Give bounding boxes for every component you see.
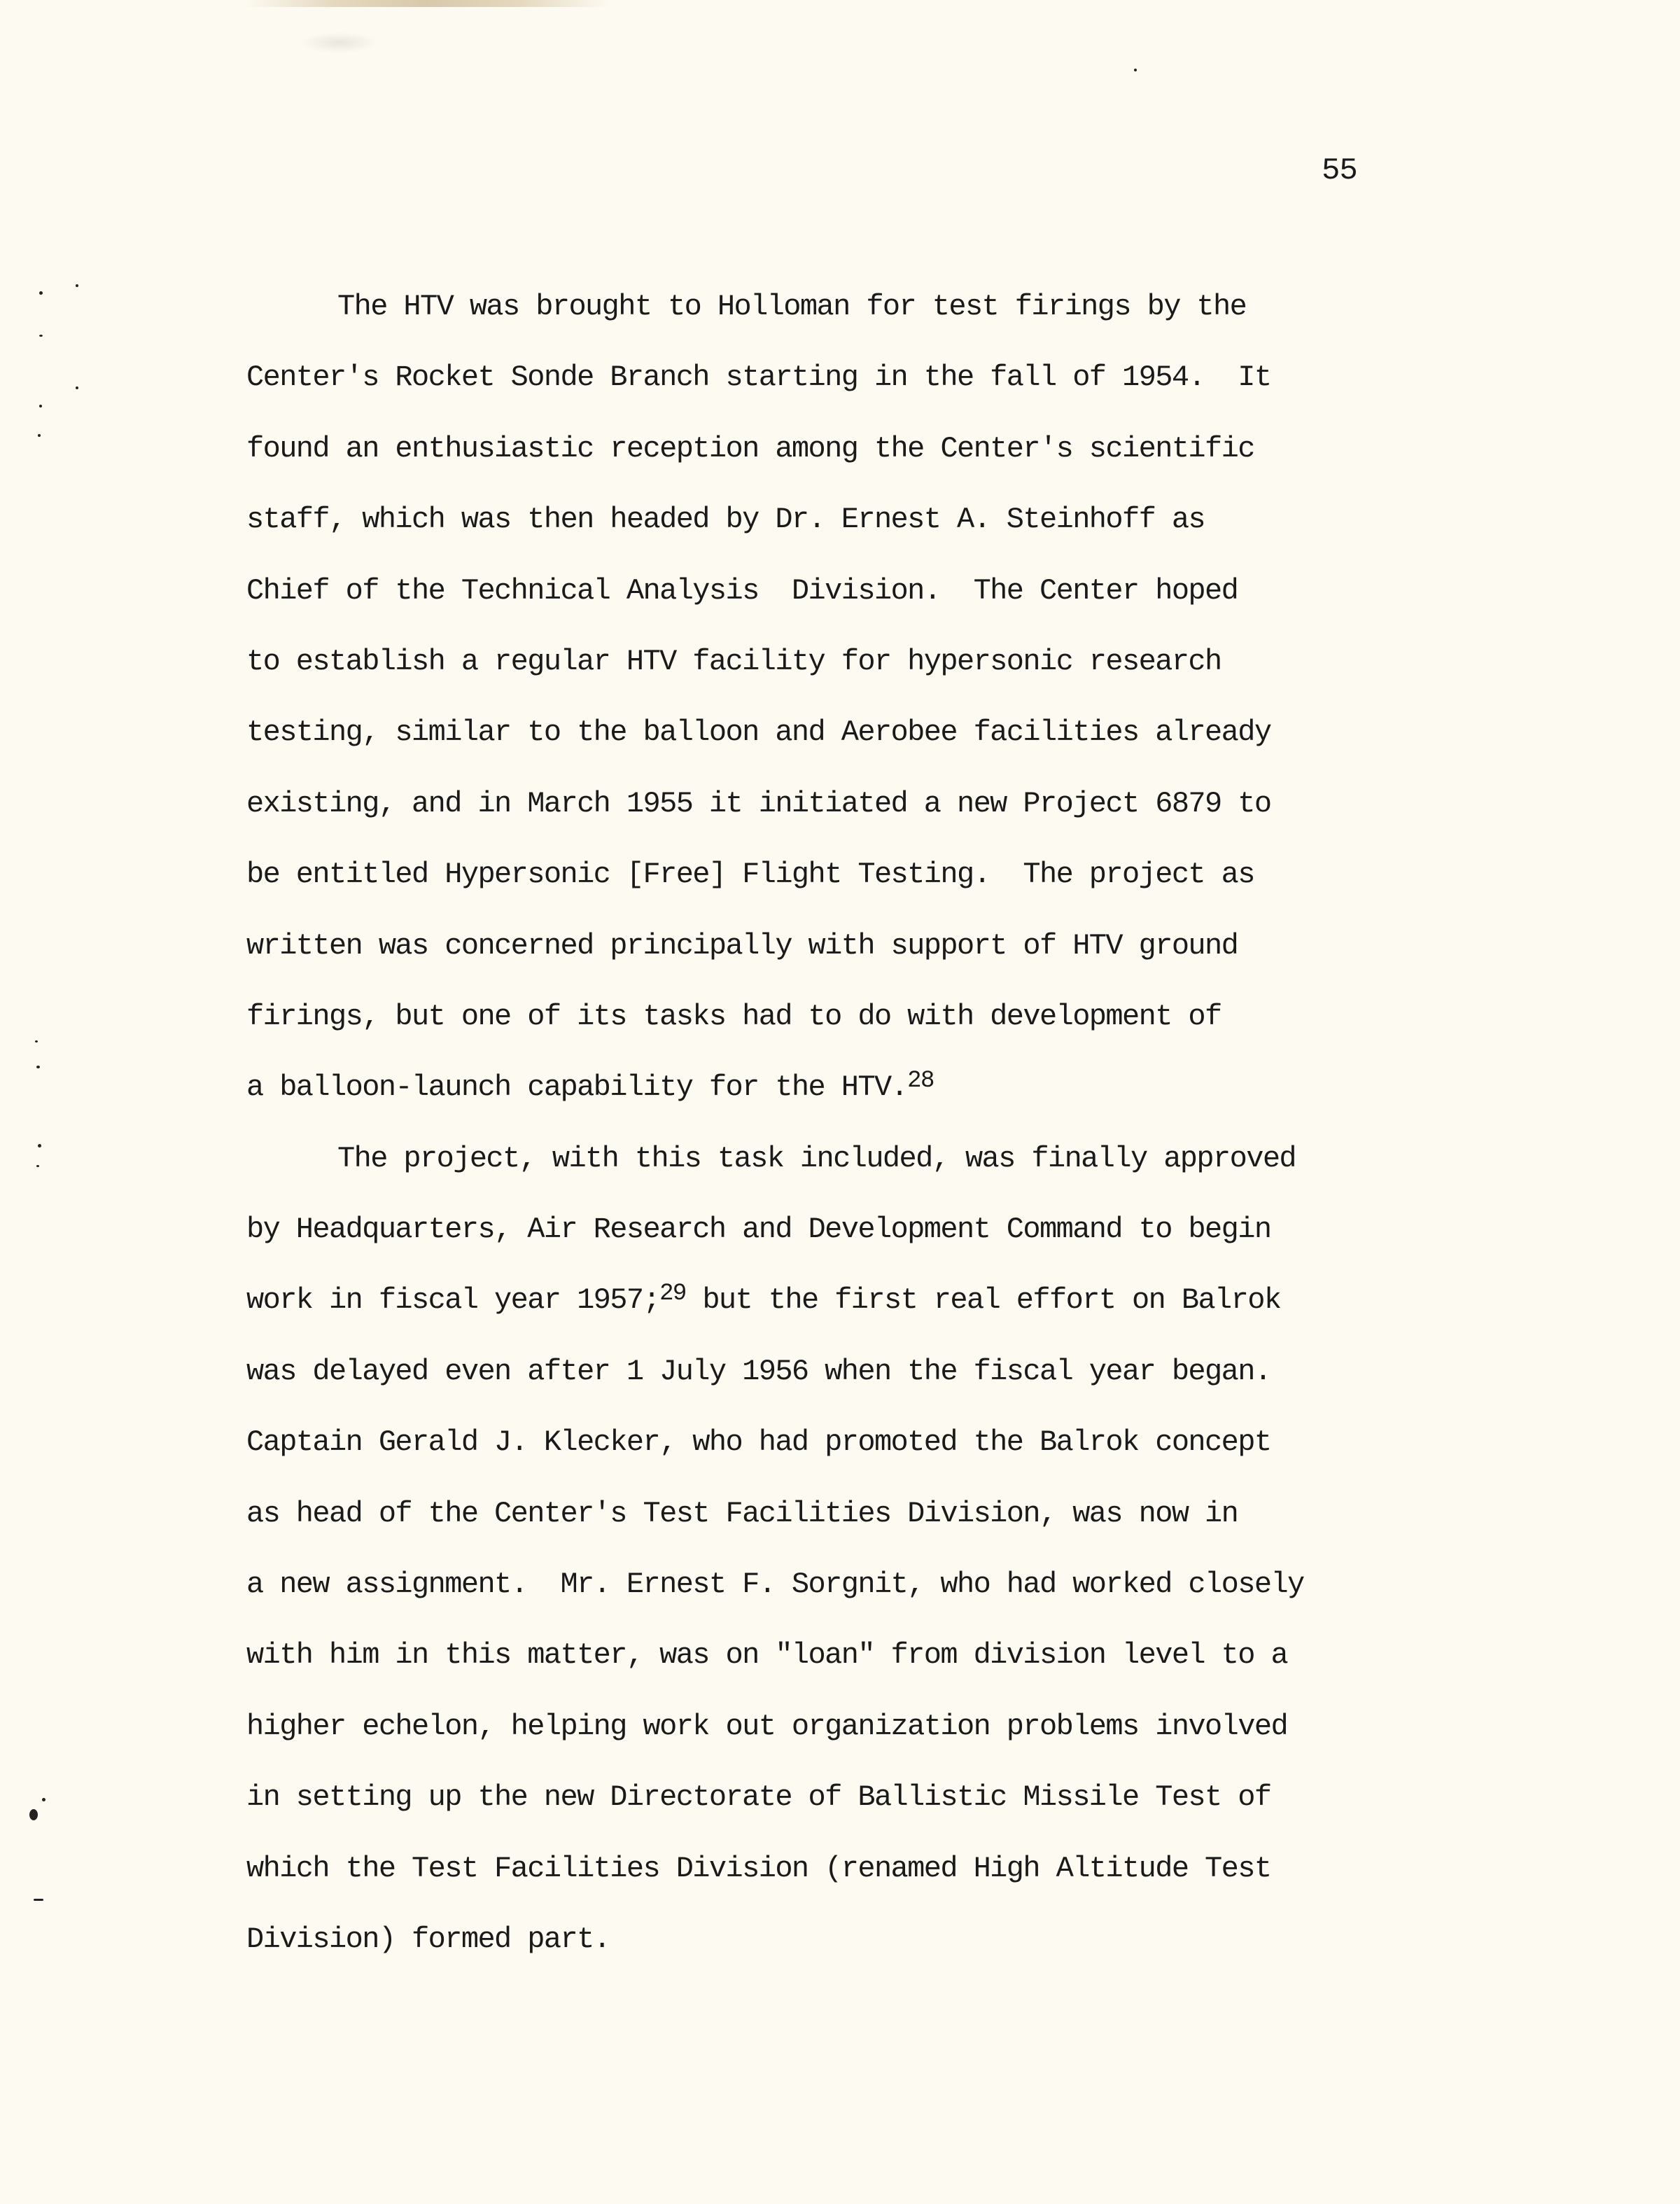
line-text: work in fiscal year 1957; [246, 1283, 660, 1318]
footnote-ref-28: 28 [907, 1068, 934, 1095]
text-line: higher echelon, helping work out organization problems involved [246, 1709, 1288, 1743]
margin-mark [36, 1165, 39, 1167]
text-line: staff, which was then headed by Dr. Ernest A. Steinhoff as [246, 503, 1205, 537]
text-line: a new assignment. Mr. Ernest F. Sorgnit, who had worked closely [246, 1568, 1304, 1602]
text-line: as head of the Center's Test Facilities Division, was now in [246, 1496, 1238, 1530]
footnote-ref-29: 29 [659, 1281, 686, 1308]
margin-mark [1134, 69, 1137, 71]
paper-smudge [301, 32, 378, 53]
margin-mark [39, 405, 42, 407]
margin-mark [38, 1144, 41, 1148]
text-line: Center's Rocket Sonde Branch starting in the fall of 1954. It [246, 361, 1271, 395]
text-line: The HTV was brought to Holloman for test firings by the [337, 290, 1247, 323]
margin-mark [76, 284, 78, 287]
text-line: Chief of the Technical Analysis Division. The Center hoped [246, 573, 1238, 608]
margin-mark [39, 291, 43, 295]
text-line: Division) formed part. [246, 1922, 610, 1956]
text-line: in setting up the new Directorate of Ballistic Missile Test of [246, 1780, 1271, 1815]
body-text [246, 272, 1394, 1975]
text-line: with him in this matter, was on "loan" from division level to a [246, 1638, 1288, 1673]
margin-mark [29, 1809, 38, 1820]
text-line: Captain Gerald J. Klecker, who had promoted the Balrok concept [246, 1425, 1271, 1460]
margin-mark [36, 1066, 40, 1068]
page-number: 55 [1322, 153, 1357, 188]
text-line: be entitled Hypersonic [Free] Flight Testing. The project as [246, 858, 1254, 892]
line-text: a balloon-launch capability for the HTV. [246, 1070, 908, 1105]
margin-mark [34, 1899, 43, 1901]
text-line: existing, and in March 1955 it initiated a new Project 6879 to [246, 786, 1271, 821]
text-line [246, 1265, 1394, 1336]
paper-edge-stain [245, 0, 609, 7]
text-line: was delayed even after 1 July 1956 when the fiscal year began. [246, 1354, 1271, 1388]
margin-mark [42, 1798, 46, 1801]
text-line: to establish a regular HTV facility for hypersonic research [246, 644, 1222, 678]
text-line: The project, with this task included, was finally approved [337, 1141, 1296, 1176]
text-line [246, 1052, 1394, 1123]
margin-mark [38, 434, 41, 437]
text-line: firings, but one of its tasks had to do with development of [246, 999, 1222, 1033]
text-line: written was concerned principally with support of HTV ground [246, 928, 1238, 963]
margin-mark [35, 1040, 38, 1042]
text-line: which the Test Facilities Division (renamed High Altitude Test [246, 1851, 1271, 1885]
text-line: testing, similar to the balloon and Aerobee facilities already [246, 716, 1271, 750]
text-line: found an enthusiastic reception among the Center's scientific [246, 431, 1254, 466]
line-text: but the first real effort on Balrok [685, 1283, 1281, 1318]
margin-mark [76, 386, 78, 389]
margin-mark [39, 335, 43, 337]
text-line: by Headquarters, Air Research and Development Command to begin [246, 1213, 1271, 1247]
